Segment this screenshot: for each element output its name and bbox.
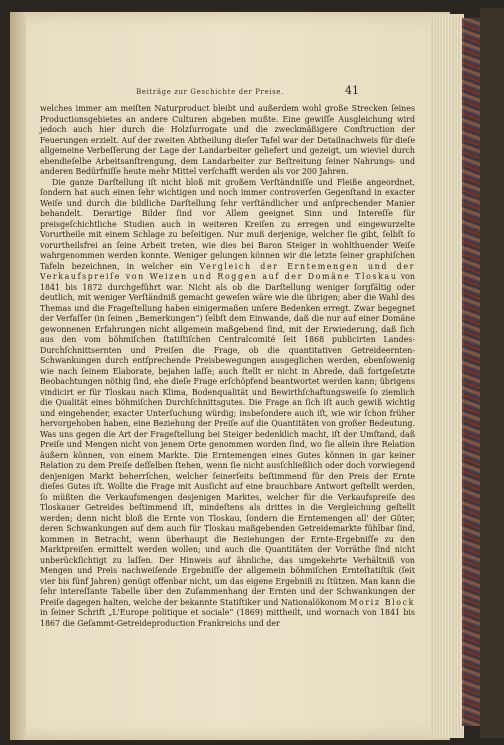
paragraph-2-part-a: Die ganze Darſtellung iſt nicht bloß mit großem Verſtändniſſe und Fleiße angeordnet, ſondern hat auch einen ſehr wichtigen und noch immer controverſen Gegenſtand in exacter Weiſe und durch die bildliche Darſtellung ſehr verſtändlicher und anſprechender Manier behandelt. Derartige Bilder ſind vor Allem geeignet Sinn und Intereſſe für preisgeſchichtliche Studien auch in weiteren Kreiſen zu erregen und eingewurzelte Vorurtheile mit einem Schlage zu beſeitigen. Nur muß derjenige, welcher ſie gibt, ſelbſt ſo vorurtheilsfrei an ſeine Arbeit treten, wie dies bei Baron Steiger in wohlthuender Weiſe wahrgenommen werden konnte. Weniger gelungen können wir die letzte ſeiner graphiſchen Tafeln bezeichnen, in welcher ein (40, 177, 415, 271)
book-cover (480, 8, 504, 738)
paragraph-1: welches immer am meiſten Naturproduct bleibt und außerdem wohl große Strecken ſeines Productionsgebietes an andere Culturen abgeben mußte. Eine gewiſſe Ausgleichung wird jedoch auch hier durch die Holzſurrogate und die zweckmäßigere Conſtruction der Feuerungen erzielt. Auf der zweiten Abtheilung dieſer Tafel war der Detailnachweis für dieſe allgemeine Verbeſſerung der Lage der Landarbeiter geliefert und gezeigt, um wieviel durch ebendieſelbe Arbeitsanſtrengung, dem Landarbeiter zur Beſtreitung ſeiner Nahrungs- und anderen Bedürfniſſe heute mehr Mittel verſchafft werden als vor 200 Jahren. (40, 104, 415, 176)
page-number: 41 (345, 84, 359, 97)
body-text (40, 104, 415, 629)
paragraph-2-spaced-phrase: Vergleich der Erntemengen und der Verkaufspreiſe von Weizen und Roggen auf der Domäne Tloskau (40, 261, 415, 281)
paragraph-2 (40, 178, 415, 630)
marbled-edge (462, 18, 480, 726)
paragraph-2-part-c: in ſeiner Schrift „L'Europe politique et sociale“ (1869) mittheilt, und wornach von 1841 bis 1867 die Geſammt-Getreideproduction Frankreichs und der (40, 608, 415, 628)
page-gutter (10, 12, 26, 740)
running-head: Beiträge zur Geschichte der Preise. (136, 88, 284, 96)
page-edges (430, 14, 464, 738)
author-name: Moriz Block (349, 597, 415, 607)
paragraph-2-part-b: von 1841 bis 1872 durchgeführt war. Nicht als ob die Darſtellung weniger ſorgfältig oder deutlich, mit weniger Verſtändniß gemacht geweſen wäre wie die übrigen; aber die Wahl des Themas und die Frageſtellung haben einigermaßen unſere Bedenken erregt. Zwar begegnet der Verfaſſer (in ſeinen „Bemerkungen“) ſelbſt dem Einwande, daß die nur auf einer Domäne gewonnenen Erfahrungen nicht allgemein maßgebend ſind, mit der Erwiederung, daß ſich aus den vom böhmiſchen ſtatiſtiſchen Centralcomité ſeit 1868 publicirten Landes-Durchſchnittsernten und Preiſen die Frage, ob die quantitativen Getreideernten-Schwankungen durch entſprechende Preisbewegungen ausgeglichen werden, ebenſowenig wie nach ſeinem Elaborate, bejahen laſſe; auch ſtellt er nicht in Abrede, daß fortgeſetzte Beobachtungen nöthig ſind, ehe dieſe Frage erſchöpfend beantwortet werden kann; übrigens vindicirt er für Tloskau nach Klima, Bodenqualität und Bewirthſchaftungsweiſe ſo ziemlich die Qualität eines böhmiſchen Durchſchnittsgutes. Die Frage an ſich iſt auch gewiß wichtig und eingehender, exacter Unterſuchung würdig; insbeſondere auch iſt, wie wir ſchon früher hervorgehoben haben, eine Beziehung der Preiſe auf die Quantitäten von großer Bedeutung. Was uns gegen die Art der Frageſtellung bei Steiger bedenklich macht, iſt der Umſtand, daß Preiſe und Mengen nicht von jenem Orte genommen worden ſind, wo ſie allein ihre Relation äußern können, von einem Markte. Die Erntemengen eines Gutes können in gar keiner Relation zu dem Preiſe deſſelben ſtehen, wenn ſie nicht ausſchließlich oder doch vorwiegend denjenigen Markt beherrſchen, welcher ſeinerſeits beſtimmend für den Preis der Ernte dieſes Gutes iſt. Wollte die Frage mit Ausſicht auf eine brauchbare Antwort geſtellt werden, ſo müßten die Verkaufsmengen desjenigen Marktes, welcher für die Verkaufspreiſe des Tloskauer Getreides beſtimmend iſt, mindeſtens als drittes in die Vergleichung geſtellt werden; denn nicht bloß die Ernte von Tloskau, ſondern die Erntemengen all' der Güter, deren Schwankungen auf dem auch für Tloskau maßgebenden Getreidemarkte fühlbar ſind, kommen in Betracht, wenn überhaupt die Beziehungen der Ernte-Ergebniſſe zu den Marktpreiſen ermittelt werden wollen; und auch die Quantitäten der Vorräthe ſind nicht unberückſichtigt zu laſſen. Der Hinweis auf ähnliche, das umgekehrte Verhältniß von Mengen und Preis nachweiſende Ergebniſſe der allgemein böhmiſchen Ernteſtatiſtik (ſeit vier bis fünf Jahren) genügt offenbar nicht, um das eigene Ergebniß zu ſtützen. Man kann die ſehr intereſſante Tabelle über den Zuſammenhang der Ernten und der Schwankungen der Preiſe dagegen halten, welche der bekannte Statiſtiker und Nationalökonom (40, 272, 415, 607)
